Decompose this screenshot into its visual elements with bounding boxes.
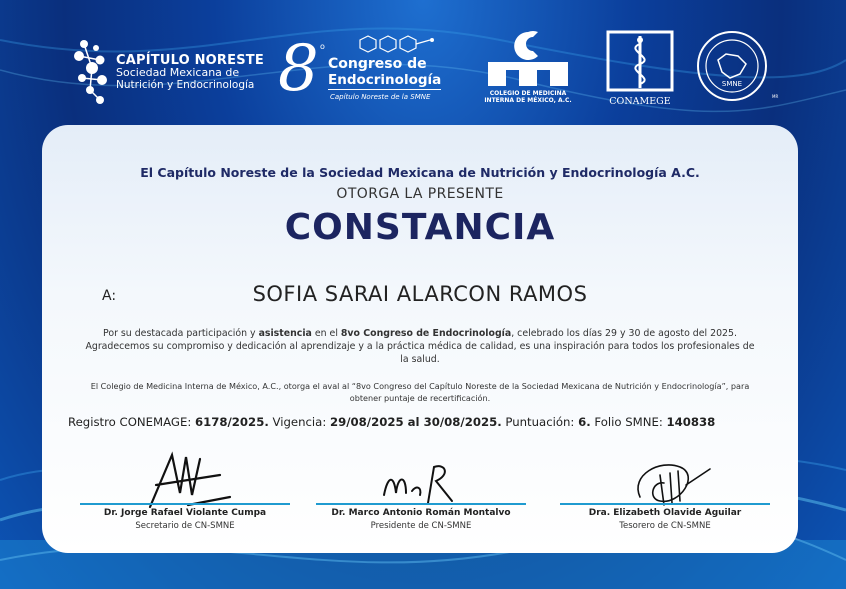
congreso-superscript: o [320,42,325,51]
vigencia-label: Vigencia: [268,415,330,429]
smne-seal-icon [690,26,780,106]
congreso-line3: Capítulo Noreste de la SMNE [330,93,431,101]
registro-value: 6178/2025. [195,415,269,429]
signer-role: Presidente de CN-SMNE [370,521,472,531]
molecule-icon [72,38,112,106]
registration-line [68,415,788,429]
congreso-line2: Endocrinología [328,72,442,88]
p1-part1: Por su destacada participación y [103,328,259,339]
signer-name: Dr. Marco Antonio Román Montalvo [331,508,511,518]
colegio-line2: INTERNA DE MÉXICO, A.C. [484,97,572,104]
logo-bar [0,0,846,120]
p1-part2: en el [311,328,341,339]
capitulo-line2: Sociedad Mexicana de [116,66,240,79]
conamege-text: CONAMEGE [609,96,671,107]
folio-value: 140838 [666,415,716,429]
signer-role: Tesorero de CN-SMNE [619,521,711,531]
congreso-line1: Congreso de [328,56,427,72]
capitulo-line3: Nutrición y Endocrinología [116,79,255,91]
capitulo-noreste-logo [116,55,264,91]
smne-logo [690,26,780,106]
p1-part3: , celebrado los días 29 y 30 de agosto del 2025. [511,328,737,339]
congreso-number: 8 [278,32,319,106]
signature-line [560,503,770,505]
signature-secretario [80,445,290,545]
recipient-label: A: [102,288,117,304]
puntuacion-label: Puntuación: [501,415,579,429]
svg-text:MR: MR [772,94,779,99]
signer-role: Secretario de CN-SMNE [135,521,235,531]
colegio-line1: COLEGIO DE MEDICINA [489,90,567,97]
p1-bold1: asistencia [258,328,312,339]
certificate-card [42,125,798,553]
colegio-text [480,90,576,104]
signer-name: Dr. Jorge Rafael Violante Cumpa [103,508,267,518]
colegio-emblem-icon [480,30,576,90]
signature-line [80,503,290,505]
endorsement-paragraph: El Colegio de Medicina Interna de México, A.C., otorga el aval al “8vo Congreso del Capítulo Noreste de la Sociedad Mexicana de Nutrición y Endocrinología”, para obtener puntaje de recertificación. [90,381,750,403]
signer-name: Dra. Elizabeth Olavide Aguilar [588,508,742,518]
grants-text: OTORGA LA PRESENTE [336,186,504,202]
congreso-logo [278,34,448,110]
recipient-name: SOFIA SARAI ALARCON RAMOS [252,282,588,306]
vigencia-value: 29/08/2025 al 30/08/2025. [330,415,502,429]
conamege-logo [604,30,676,110]
issuer-text: El Capítulo Noreste de la Sociedad Mexicana de Nutrición y Endocrinología A.C. [140,165,700,180]
participation-paragraph [82,327,758,366]
folio-label: Folio SMNE: [590,415,667,429]
colegio-logo [480,30,576,110]
certificate-title: CONSTANCIA [284,207,556,248]
signature-line [316,503,526,505]
signature-presidente [316,445,526,545]
smne-text: SMNE [721,80,743,88]
registro-label: Registro CONEMAGE: [68,415,195,429]
capitulo-line1: CAPÍTULO NORESTE [116,53,264,68]
p1-bold2: 8vo Congreso de Endocrinología [340,328,512,339]
puntuacion-value: 6. [578,415,591,429]
p1-line2: Agradecemos su compromiso y dedicación al aprendizaje y a la práctica médica de calidad, es una inspiración para todos los profesionales de la salud. [85,341,755,365]
signature-tesorero [560,445,770,545]
caduceus-icon [604,30,676,94]
hexagon-chain-icon [358,34,438,56]
